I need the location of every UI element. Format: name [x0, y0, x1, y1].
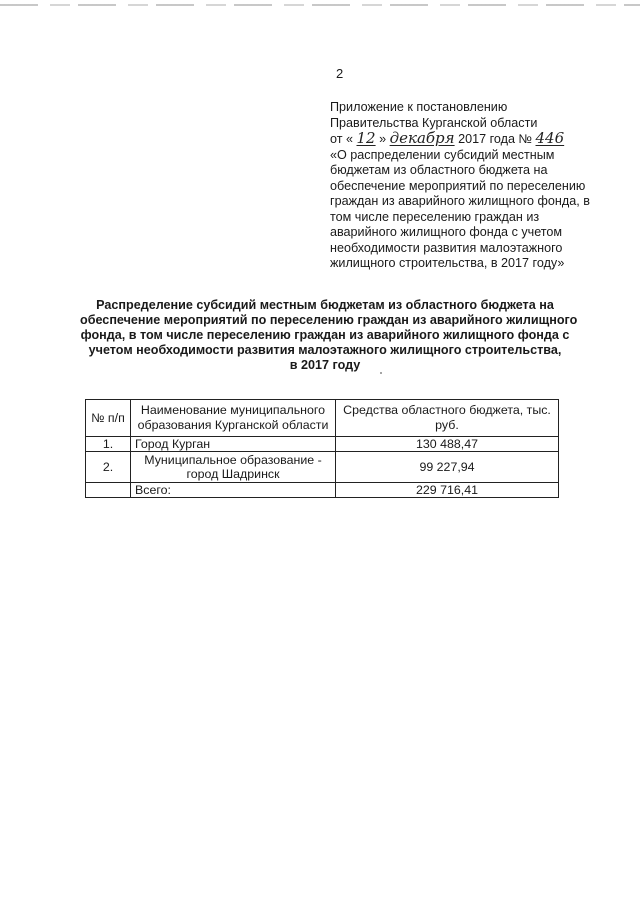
table-row — [86, 437, 559, 452]
appendix-desc-line: граждан из аварийного жилищного фонда, в — [330, 194, 590, 208]
row-name: Город Курган — [131, 437, 336, 452]
title-line: в 2017 году — [289, 358, 361, 372]
row-name: Муниципальное образование - город Шадринск — [131, 452, 336, 483]
appendix-desc-line: аварийного жилищного фонда с учетом — [330, 225, 563, 239]
handwritten-day: 12 — [356, 129, 376, 147]
header-num: № п/п — [86, 400, 131, 437]
appendix-desc-line: бюджетам из областного бюджета на — [330, 163, 548, 177]
title-line: обеспечение мероприятий по переселению граждан из аварийного жилищного — [80, 313, 578, 327]
title-line: учетом необходимости развития малоэтажного жилищного строительства, — [88, 343, 562, 357]
total-sum: 229 716,41 — [336, 483, 559, 498]
table-row — [86, 452, 559, 483]
appendix-block — [330, 100, 630, 272]
scan-top-edge — [0, 4, 640, 6]
handwritten-month: декабря — [389, 129, 455, 147]
date-year: 2017 года № — [458, 132, 533, 146]
date-mid: » — [379, 132, 387, 146]
appendix-line-2: Правительства Курганской области — [330, 115, 538, 130]
total-num-cell — [86, 483, 131, 498]
header-name: Наименование муниципального образования Курганской области — [131, 400, 336, 437]
appendix-desc-line: обеспечение мероприятий по переселению — [330, 178, 586, 193]
handwritten-number: 446 — [535, 129, 565, 147]
table-total-row — [86, 483, 559, 498]
appendix-desc-line: том числе переселению граждан из — [330, 209, 540, 224]
appendix-desc-line: жилищного строительства, в 2017 году» — [330, 256, 565, 270]
appendix-date-line — [330, 131, 630, 148]
total-label: Всего: — [131, 483, 336, 498]
appendix-desc-line: необходимости развития малоэтажного — [330, 240, 563, 255]
date-prefix: от « — [330, 132, 353, 146]
appendix-line-1: Приложение к постановлению — [330, 100, 508, 114]
row-sum: 130 488,47 — [336, 437, 559, 452]
row-num: 1. — [86, 437, 131, 452]
subsidies-table — [85, 399, 559, 498]
title-line: Распределение субсидий местным бюджетам из областного бюджета на — [96, 298, 554, 312]
page-number: 2 — [336, 66, 344, 81]
appendix-desc-line: «О распределении субсидий местным — [330, 147, 555, 162]
header-sum: Средства областного бюджета, тыс. руб. — [336, 400, 559, 437]
table-header-row — [86, 400, 559, 437]
scan-speck — [380, 372, 382, 374]
row-sum: 99 227,94 — [336, 452, 559, 483]
row-num: 2. — [86, 452, 131, 483]
document-title — [80, 298, 578, 373]
title-line: фонда, в том числе переселению граждан из аварийного жилищного фонда с — [80, 328, 570, 342]
